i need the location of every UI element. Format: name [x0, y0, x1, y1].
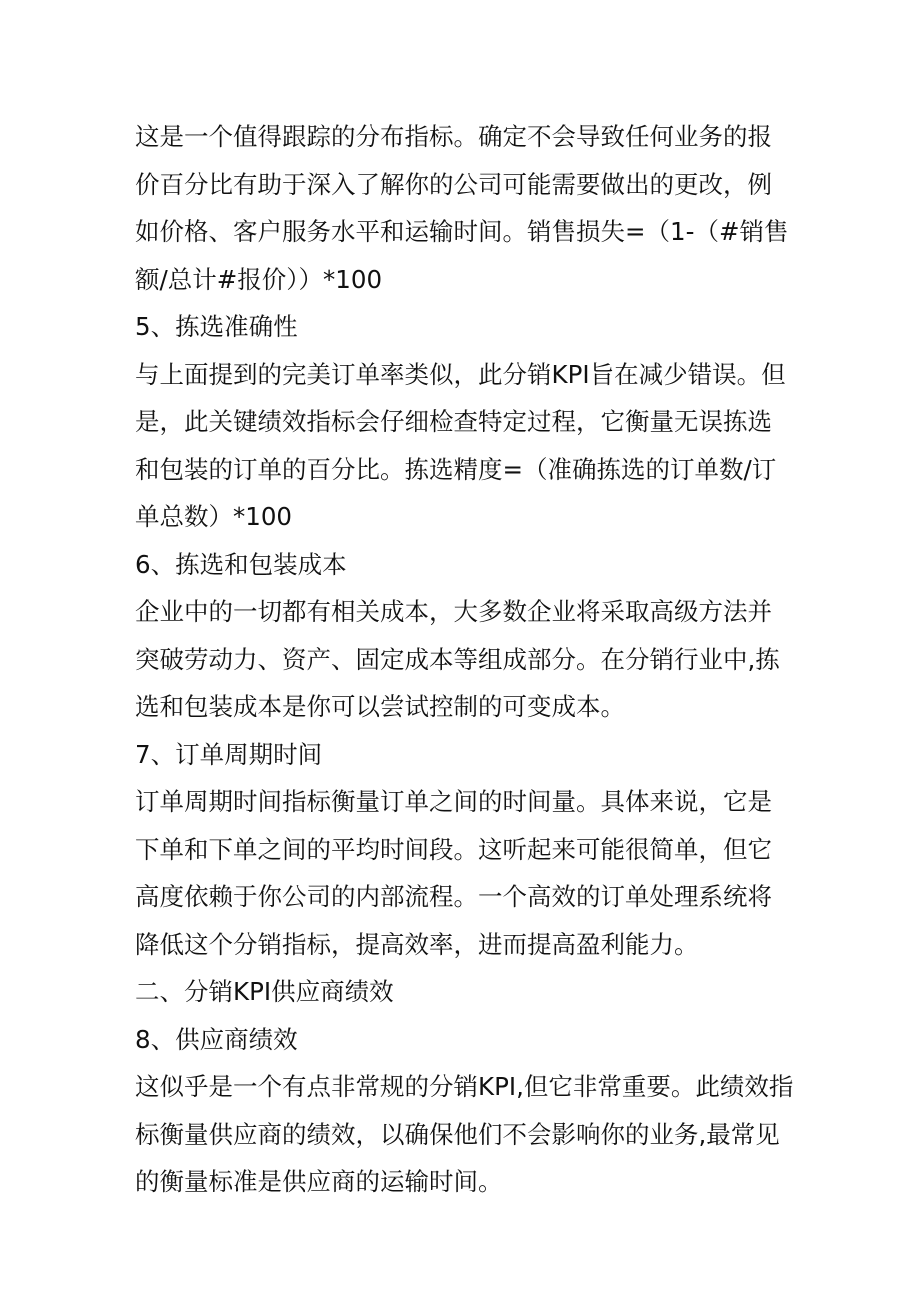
heading-section-supplier-performance: 二、分销KPI供应商绩效 [135, 977, 394, 1006]
heading-supplier-performance: 8、供应商绩效 [135, 1024, 298, 1054]
paragraph-sales-loss: 这是一个值得跟踪的分布指标。确定不会导致任何业务的报价百分比有助于深入了解你的公司可能需要做出的更改，例如价格、客户服务水平和运输时间。销售损失=（1-（#销售额/总计#报价））*100 [135, 122, 789, 294]
paragraph-order-cycle-time: 订单周期时间指标衡量订单之间的时间量。具体来说，它是下单和下单之间的平均时间段。这听起来可能很简单，但它高度依赖于你公司的内部流程。一个高效的订单处理系统将降低这个分销指标，提高效率，进而提高盈利能力。 [135, 787, 772, 959]
heading-order-cycle-time: 7、订单周期时间 [135, 739, 323, 769]
heading-picking-accuracy: 5、拣选准确性 [135, 312, 298, 341]
paragraph-supplier-performance: 这似乎是一个有点非常规的分销KPI,但它非常重要。此绩效指标衡量供应商的绩效，以确保他们不会影响你的业务,最常见的衡量标准是供应商的运输时间。 [135, 1072, 794, 1196]
heading-picking-packing-cost: 6、拣选和包装成本 [135, 549, 347, 579]
document-body [135, 113, 795, 1206]
paragraph-picking-accuracy: 与上面提到的完美订单率类似，此分销KPI旨在减少错误。但是，此关键绩效指标会仔细检查特定过程，它衡量无误拣选和包装的订单的百分比。拣选精度=（准确拣选的订单数/订单总数）*100 [135, 359, 786, 531]
paragraph-picking-packing-cost: 企业中的一切都有相关成本，大多数企业将采取高级方法并突破劳动力、资产、固定成本等组成部分。在分销行业中,拣选和包装成本是你可以尝试控制的可变成本。 [135, 597, 780, 721]
